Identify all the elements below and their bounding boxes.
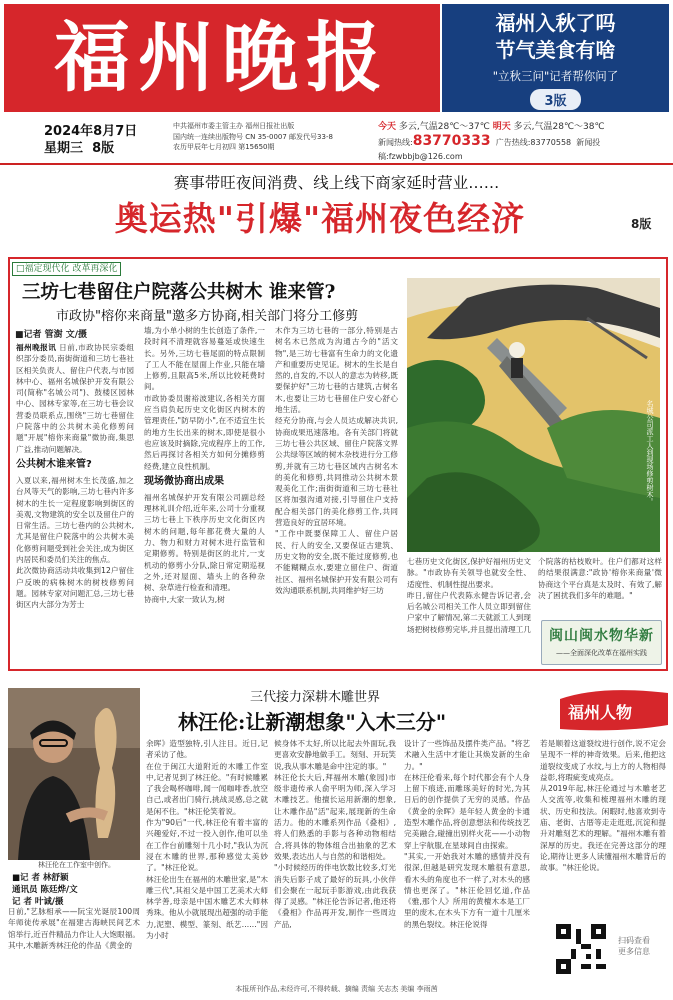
paragraph: 日前,"艺脉相承——阮宝光诞辰100周年师徒传承展"在福建古海峡民间艺术馆举行,近百件精品力作让人大饱眼福。其中,木雕新秀林汪伦的作品《黄金的: [8, 907, 140, 950]
photo-illustration: [407, 278, 660, 552]
page-footer: 本报所刊作品,未经许可,不得转载、摘编 责编 关志杰 美编 李雨茜: [235, 985, 438, 993]
publisher-info: [173, 121, 363, 153]
publisher-line: 中共福州市委主管主办 福州日报社出版: [173, 122, 295, 130]
photo2-caption: 林汪伦在工作室中创作。: [38, 861, 115, 869]
masthead: [4, 4, 440, 112]
portrait-illustration: [8, 688, 140, 860]
promo-headline-2: 节气美食有啥: [495, 38, 616, 62]
logo-text: 福州人物: [568, 703, 633, 722]
qr-caption: [618, 935, 650, 957]
paragraph: 墙,为小单小树的生长创造了条件,一段时间不清理就容易蔓延或快速生长。另外,三坊七巷尾面的特点限制了工人不能在屋面上作业,只能在墙上修剪,且限高5米,所以比较耗费时间。: [144, 326, 265, 392]
publisher-line: 国内统一连续出版物号 CN 35-0007 邮发代号33-8: [173, 132, 333, 141]
promo-subhead: "立秋三问"记者帮你问了: [492, 69, 619, 83]
story1-column-5: [538, 556, 662, 616]
weather-today: 多云,气温28℃～37℃: [398, 122, 490, 132]
story2-column-1: [8, 906, 140, 984]
story1-headline[interactable]: 三坊七巷留住户院落公共树木 谁来管?: [22, 282, 336, 303]
qr-caption-line: 扫码查看: [618, 936, 650, 945]
paragraph: 福州名城保护开发有限公司副总经理林礼训介绍,近年来,公司十分重视三坊七巷上下秩序历史文化街区内树木的问题,每年都花费大量的人力、物力和财力对树木进行监管和定期修剪。特别是街区的北片,一支机动的修剪小分队,除日常定期巡视之外,还对屋面、墙头上的各种杂树、杂草进行检查和清理。: [144, 492, 265, 593]
hotline-number: 83770333: [412, 133, 491, 149]
story1-byline: ■记者 管澍 文/摄: [15, 330, 88, 340]
paragraph: 七巷历史文化街区,保护好福州历史文脉。"市政协有关领导也就安全性、适度性、机制性提出要求。: [407, 557, 531, 589]
paragraph: 此次微协商活动共收集到12户留住户反映的病株树木的树枝修剪问题。园林专家对问题汇总,三坊七巷街区内大部分为芳士: [16, 566, 134, 610]
fuzhou-people-logo: [560, 685, 668, 733]
paragraph: 日前,市政协民宗委组织部分委员,南街街道和三坊七巷社区相关负责人、留住户代表,与市园林中心、福州名城保护开发有限公司(简称"名城公司")、鼓楼区园林中心、园林专家等,在三坊七巷会议营委员联系点,围绕"三坊七巷留住户院落中的公共树木美化修剪问题"开展"榕你来商量"微协商,集思广益,推动问题解决。: [16, 343, 134, 454]
paragraph: 经充分协商,与会人员达成解决共识,协商成果迅速落地。各有关部门将就三坊七巷公共区域、留住户院落文界公共绿等区域的树木杂枝进行分工修剪,并就有三坊七巷区域内古树名木的美化和修剪,共同推动公共树木景观美化工作;南街街道和三坊七巷社区将加强沟通对接,引导留住户支持配合相关部门的美化修剪工作,共同营造良好的宜居环境。: [275, 416, 398, 528]
hotline-label: 新闻热线:: [378, 138, 413, 147]
paragraph: 个院落的枯枝败叶。住户们都对这样的结果很满意:"政协'榕你来商量'微协商这个平台真是太及时、有效了,解决了困扰我们多年的难题。": [538, 557, 662, 600]
paragraph: 若是顺着这道裂纹进行创作,说不定会呈现不一样的神奇效果。后来,他把这道裂纹变成了水纹,与上方的人物相得益彰,将瑕疵变成亮点。 从2019年起,林汪伦通过与木雕老艺人交流等,收集和梳理福州木雕的现状、历史和技法。闲暇时,他喜欢到寺庙、老街、古厝等走走逛逛,沉淀和提升对雕刻艺术的理解。"福州木雕有着深厚的历史。我还在完善这部分的理论,期待让更多人读懂福州木雕背后的故事。"林汪伦说。: [540, 739, 666, 873]
lead-headline[interactable]: 奥运热"引爆"福州夜色经济: [114, 199, 526, 238]
story2-column-4: [404, 738, 530, 984]
story2-column-5: [540, 738, 666, 918]
weather-today-label: 今天: [378, 122, 397, 132]
paragraph: 候身体不太好,所以比起去外面玩,我更喜欢安静地做手工。刻刻、开玩笑说,我从事木雕是命中注定的事。" 林汪伦长大后,拜福州木雕(象园)市级非遗传承人俞平明为师,深入学习木雕技艺。他擅长运用新潮的想象,让木雕作品"活"起来,展现新的生命活力。他的木雕系列作品《叠相》,将人们熟悉的手影与各种动物相结合,将具体的物体组合出抽象的艺术效果,表达出人与自然的和谐相处。 "小时候经历的伴电饮数比较多,灯光消失后影子成了最好的玩具,小伙伴们会聚在一起玩手影游戏,由此我获得了灵感。"林汪伦告诉记者,他还将《叠相》作品再开发,制作一些周边产品,: [274, 739, 396, 929]
paragraph: 协商中,大家一致认为,树: [144, 594, 225, 604]
promo-box[interactable]: [442, 4, 669, 112]
publisher-line: 农历甲辰年七月初四 第15650期: [173, 143, 275, 151]
qr-code[interactable]: [556, 924, 606, 974]
tree-trimming-photo[interactable]: [407, 278, 660, 552]
story2-credits: [12, 872, 78, 908]
hotline-row: [378, 134, 670, 164]
section-subhead: 现场微协商出成果: [144, 475, 224, 487]
promo-page-badge[interactable]: 3版: [530, 89, 580, 110]
page-count: 8版: [92, 141, 115, 156]
series-logo-sub: ——全面深化改革在福州实践: [556, 649, 647, 657]
story1-column-2: [144, 325, 265, 668]
edition-date: [44, 123, 137, 157]
newspaper-title: 福州晚报: [54, 13, 390, 102]
story2-headline[interactable]: 林汪伦:让新潮想象"入木三分": [178, 710, 447, 734]
series-logo: [541, 620, 662, 665]
paragraph: 木作为三坊七巷的一部分,特别是古树名木已然成为沟通古今的"活文物",是三坊七巷富有生命力的文化遗产和重要历史见证。树木的生长是自然的,自发的,不以人的意志为转移,既要保护好"三坊七巷的古建筑,古树名木,也要让三坊七巷留住户安心舒心地生活。: [275, 326, 398, 415]
email-contact: 新闻投稿:fzwbbjb@126.com: [378, 138, 601, 161]
weather-tomorrow: 多云,气温28℃～38℃: [513, 122, 605, 132]
paragraph: 设计了一些饰品及摆件类产品。"将艺术融入生活中才能让其焕发新的生命力。" 在林汪伦看来,每个时代都会有个人身上留下痕迹,而雕琢美好的时光,为其日后的创作提供了无穷的灵感。作品《黄金的余晖》是年轻人黄金的卡通造型木雕作品,将创意想法和传统技艺完美融合,碰撞出别样火花——小动物穿上宇航服,在星球间自由探索。 "其实,一开始我对木雕的感情并没有很深,但越是研究发现木雕很有意思,看木头的角度也不一样了,对木头的感情也更深了。"林汪伦回忆道,作品《雅,那个人》所用的黄檀木本是工厂里的废木,在木头下方有一道十几厘米的黑色裂纹。林汪伦说得: [404, 739, 530, 929]
credit-line: 通讯员 陈廷烨/文: [12, 885, 78, 895]
series-logo-title: 闽山闽水物华新: [549, 628, 654, 644]
qr-caption-line: 更多信息: [618, 947, 650, 956]
date: 2024年8月7日: [44, 124, 138, 139]
story2-kicker: 三代接力深耕木雕世界: [250, 690, 381, 705]
story1-column-4: [407, 556, 531, 668]
photo1-caption: 名城公司派工人到现场修剪树木。: [646, 400, 654, 505]
lead-page-ref: 8版: [631, 217, 652, 231]
paragraph: 入夏以来,福州树木生长茂盛,加之台风等天气的影响,三坊七巷内许多树木的生长一定程度影响到街区的美观,文物建筑的安全以及留住户的日常生活。三坊七巷内的公共树木,尤其是留住户院落中的公共树木美化修剪问题受到社会关注,成为街区内居民和委员们关注的焦点。: [16, 475, 134, 565]
weekday: 星期三: [44, 141, 84, 156]
story1-subhead: 市政协"榕你来商量"邀多方协商,相关部门将分工修剪: [56, 309, 359, 324]
top-divider: [0, 163, 673, 165]
story1-column-1: [16, 342, 134, 668]
story2-column-3: [274, 738, 396, 984]
story1-column-3: [275, 325, 398, 668]
weather-tomorrow-label: 明天: [492, 122, 511, 132]
ad-hotline: 广告热线:83770558: [495, 138, 572, 147]
credit-line: 记 者 叶诚/摄: [12, 897, 64, 907]
weather-info: [378, 120, 670, 164]
paragraph: 余晖》造型独特,引人注目。近日,记者采访了他。 在位于闽江大道附近的木雕工作室中,记者见到了林汪伦。"有时候雕累了我会喝杯咖啡,闻一闻咖啡香,放空自己,或者出门骑行,挑战灵感,总之就是闲不住。"林汪伦笑着说。 作为"90后"一代,林汪伦有着丰富的兴趣爱好,不过一投入创作,他可以坐在工作台前雕刻十几小时,"我认为沉浸在木雕的世界,那种感觉太美妙了。"林汪伦说。 林汪伦出生在福州的木雕世家,是"木雕三代",其祖父是中国工艺美术大师林学善,母亲是中国木雕艺术大师林秀珠。他从小就展现出超强的动手能力,泥塑、模型、篆刻、纸艺……"因为小时: [146, 739, 268, 941]
promo-headline-1: 福州入秋了吗: [495, 11, 616, 35]
paragraph: 昨日,留住户代表陈永健告诉记者,会后名城公司相关工作人员立即到留住户家中了解情况,第二天就派工人到现场把树枝修剪完毕,并且提出清理工几: [407, 590, 531, 634]
woodcarver-photo[interactable]: [8, 688, 140, 860]
story1-tag: □福定现代化 改革再深化: [12, 262, 121, 276]
paragraph: "工作中既要保障工人、留住户居民、行人的安全,又要保证古建筑、历史文物的安全,既不能过度修剪,也不能糊糊点水,要建立留住户、街道社区、福州名城保护开发有限公司有效沟通联系机制,共同维护好三坊: [275, 529, 398, 595]
story2-column-2: [146, 738, 268, 984]
dateline: 福州晚报讯: [16, 343, 57, 352]
credit-line: ■记 者 林舒颖: [12, 873, 69, 883]
paragraph: 市政协委员谢裕波建议,各相关方面应当肩负起历史文化街区内树木的管理责任,"防早防小",在不适宜生长的地方生长出来的树木,即使是很小也应该及时摘除,完成程序上的工作,然后再探讨各相关方如何分摊修剪经费,建立良性机制。: [144, 393, 265, 471]
section-subhead: 公共树木谁来管?: [16, 458, 92, 470]
qr-icon: [556, 924, 606, 974]
lead-kicker: 赛事带旺夜间消费、线上线下商家延时营业……: [173, 174, 500, 192]
